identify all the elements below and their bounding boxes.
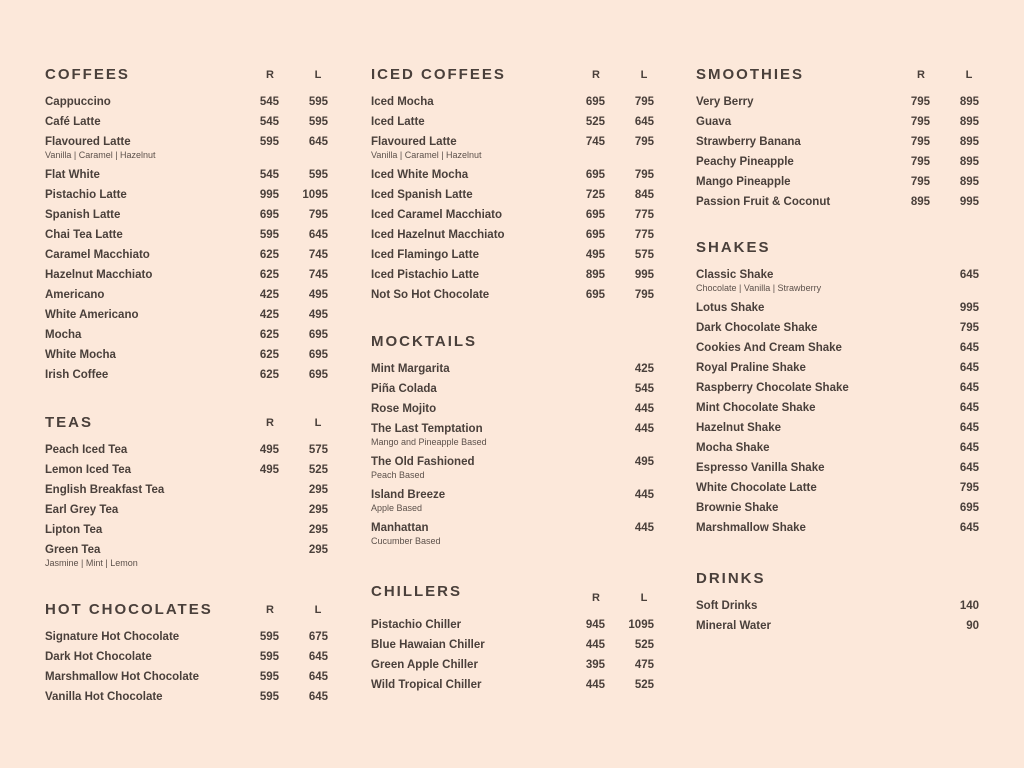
item-name: Lipton Tea bbox=[45, 524, 103, 536]
price-regular: 445 bbox=[585, 679, 605, 691]
menu-section-teas bbox=[45, 414, 329, 576]
price-large: 795 bbox=[634, 96, 654, 108]
section-title: SMOOTHIES bbox=[696, 66, 805, 83]
price-regular: 625 bbox=[259, 329, 279, 341]
price-large: 645 bbox=[308, 229, 328, 241]
price-large: 795 bbox=[634, 289, 654, 301]
section-header bbox=[371, 66, 655, 88]
item-name: Iced White Mocha bbox=[371, 169, 469, 181]
price-regular: 795 bbox=[910, 136, 930, 148]
menu-item bbox=[696, 481, 980, 495]
item-name: Mineral Water bbox=[696, 620, 771, 632]
price-regular: 595 bbox=[259, 651, 279, 663]
price-large: 445 bbox=[634, 423, 654, 435]
price-large: 745 bbox=[308, 249, 328, 261]
price-large: 795 bbox=[308, 209, 328, 221]
price-large: 795 bbox=[959, 482, 979, 494]
menu-item bbox=[45, 248, 329, 262]
regular-size-header: R bbox=[917, 69, 925, 81]
item-list bbox=[696, 599, 980, 633]
item-name: Irish Coffee bbox=[45, 369, 109, 381]
price-regular: 495 bbox=[259, 444, 279, 456]
section-header bbox=[696, 66, 980, 88]
price-regular: 525 bbox=[585, 116, 605, 128]
price-regular: 495 bbox=[585, 249, 605, 261]
menu-item bbox=[45, 268, 329, 282]
item-name: Peachy Pineapple bbox=[696, 156, 794, 168]
menu-item bbox=[371, 248, 655, 262]
menu-item bbox=[371, 521, 655, 547]
item-name: Café Latte bbox=[45, 116, 101, 128]
menu-section-drinks bbox=[696, 570, 980, 639]
menu-item bbox=[696, 268, 980, 294]
item-name: Lemon Iced Tea bbox=[45, 464, 132, 476]
menu-item bbox=[45, 308, 329, 322]
price-regular: 695 bbox=[585, 96, 605, 108]
menu-item bbox=[45, 483, 329, 497]
item-name: Pistachio Chiller bbox=[371, 619, 462, 631]
price-large: 775 bbox=[634, 229, 654, 241]
large-size-header: L bbox=[314, 604, 322, 616]
price-large: 645 bbox=[959, 462, 979, 474]
menu-item bbox=[371, 115, 655, 129]
item-name: Mocha bbox=[45, 329, 82, 341]
section-header bbox=[45, 601, 329, 623]
item-description: Apple Based bbox=[371, 503, 423, 513]
price-large: 845 bbox=[634, 189, 654, 201]
menu-item bbox=[696, 501, 980, 515]
menu-item bbox=[371, 168, 655, 182]
price-regular: 895 bbox=[585, 269, 605, 281]
price-regular: 795 bbox=[910, 116, 930, 128]
price-regular: 945 bbox=[585, 619, 605, 631]
menu-item bbox=[371, 362, 655, 376]
price-large: 895 bbox=[959, 176, 979, 188]
menu-item bbox=[696, 619, 980, 633]
price-large: 90 bbox=[966, 620, 979, 632]
item-name: Espresso Vanilla Shake bbox=[696, 462, 825, 474]
section-header bbox=[696, 239, 980, 261]
menu-item bbox=[371, 402, 655, 416]
menu-item bbox=[371, 188, 655, 202]
item-name: Iced Latte bbox=[371, 116, 425, 128]
item-description: Vanilla | Caramel | Hazelnut bbox=[45, 150, 156, 160]
price-regular: 795 bbox=[910, 156, 930, 168]
price-large: 695 bbox=[308, 349, 328, 361]
item-name: Island Breeze bbox=[371, 489, 446, 501]
menu-item bbox=[371, 228, 655, 242]
menu-item bbox=[696, 321, 980, 335]
item-name: Cappuccino bbox=[45, 96, 111, 108]
large-size-header: L bbox=[314, 417, 322, 429]
price-regular: 545 bbox=[259, 96, 279, 108]
item-name: Blue Hawaian Chiller bbox=[371, 639, 485, 651]
menu-item bbox=[371, 488, 655, 514]
menu-item bbox=[371, 95, 655, 109]
price-large: 695 bbox=[308, 369, 328, 381]
item-list bbox=[696, 268, 980, 535]
menu-item bbox=[45, 523, 329, 537]
menu-item bbox=[696, 381, 980, 395]
price-large: 795 bbox=[959, 322, 979, 334]
item-name: Flat White bbox=[45, 169, 100, 181]
price-large: 795 bbox=[634, 136, 654, 148]
menu-item bbox=[45, 208, 329, 222]
section-title: DRINKS bbox=[696, 570, 766, 587]
menu-item bbox=[371, 288, 655, 302]
price-regular: 595 bbox=[259, 691, 279, 703]
price-large: 295 bbox=[308, 524, 328, 536]
price-large: 495 bbox=[634, 456, 654, 468]
price-regular: 395 bbox=[585, 659, 605, 671]
menu-item bbox=[371, 422, 655, 448]
price-large: 645 bbox=[308, 671, 328, 683]
price-regular: 425 bbox=[259, 289, 279, 301]
item-name: Iced Flamingo Latte bbox=[371, 249, 479, 261]
item-name: Iced Pistachio Latte bbox=[371, 269, 480, 281]
price-regular: 795 bbox=[910, 176, 930, 188]
item-name: Green Apple Chiller bbox=[371, 659, 478, 671]
menu-item bbox=[45, 543, 329, 569]
price-regular: 495 bbox=[259, 464, 279, 476]
item-description: Mango and Pineapple Based bbox=[371, 437, 487, 447]
item-name: Piña Colada bbox=[371, 383, 437, 395]
item-name: Guava bbox=[696, 116, 732, 128]
price-large: 495 bbox=[308, 309, 328, 321]
price-large: 645 bbox=[959, 442, 979, 454]
menu-section-coffees bbox=[45, 66, 329, 388]
menu-item bbox=[45, 168, 329, 182]
menu-item bbox=[45, 630, 329, 644]
item-name: English Breakfast Tea bbox=[45, 484, 165, 496]
menu-item bbox=[371, 382, 655, 396]
item-name: Green Tea bbox=[45, 544, 101, 556]
item-name: Royal Praline Shake bbox=[696, 362, 806, 374]
item-name: Dark Hot Chocolate bbox=[45, 651, 152, 663]
regular-size-header: R bbox=[266, 417, 274, 429]
section-title: CHILLERS bbox=[371, 583, 462, 600]
regular-size-header: R bbox=[592, 592, 600, 604]
item-name: Earl Grey Tea bbox=[45, 504, 119, 516]
item-name: Wild Tropical Chiller bbox=[371, 679, 482, 691]
item-name: Iced Spanish Latte bbox=[371, 189, 473, 201]
price-regular: 795 bbox=[910, 96, 930, 108]
price-large: 645 bbox=[959, 422, 979, 434]
menu-item bbox=[371, 208, 655, 222]
price-large: 645 bbox=[308, 651, 328, 663]
menu-section-mocktails bbox=[371, 333, 655, 554]
price-large: 645 bbox=[308, 136, 328, 148]
item-name: Rose Mojito bbox=[371, 403, 437, 415]
price-regular: 625 bbox=[259, 249, 279, 261]
item-name: Flavoured Latte bbox=[371, 136, 457, 148]
price-large: 495 bbox=[308, 289, 328, 301]
menu-item bbox=[696, 175, 980, 189]
price-regular: 595 bbox=[259, 229, 279, 241]
item-name: Marshmallow Shake bbox=[696, 522, 806, 534]
price-large: 645 bbox=[634, 116, 654, 128]
menu-item bbox=[696, 401, 980, 415]
item-name: The Last Temptation bbox=[371, 423, 483, 435]
item-name: Iced Hazelnut Macchiato bbox=[371, 229, 505, 241]
price-large: 645 bbox=[959, 402, 979, 414]
menu-section-chillers bbox=[371, 583, 655, 698]
menu-item bbox=[45, 443, 329, 457]
item-name: Caramel Macchiato bbox=[45, 249, 150, 261]
menu-item bbox=[696, 95, 980, 109]
regular-size-header: R bbox=[266, 604, 274, 616]
item-name: Signature Hot Chocolate bbox=[45, 631, 180, 643]
item-name: Raspberry Chocolate Shake bbox=[696, 382, 849, 394]
item-name: Mint Chocolate Shake bbox=[696, 402, 816, 414]
price-large: 695 bbox=[308, 329, 328, 341]
price-large: 895 bbox=[959, 116, 979, 128]
menu-item bbox=[45, 650, 329, 664]
price-large: 995 bbox=[959, 302, 979, 314]
price-large: 675 bbox=[308, 631, 328, 643]
price-regular: 595 bbox=[259, 136, 279, 148]
item-name: Mango Pineapple bbox=[696, 176, 791, 188]
large-size-header: L bbox=[314, 69, 322, 81]
menu-item bbox=[371, 455, 655, 481]
item-description: Peach Based bbox=[371, 470, 425, 480]
item-name: Peach Iced Tea bbox=[45, 444, 128, 456]
price-large: 895 bbox=[959, 136, 979, 148]
menu-item bbox=[371, 678, 655, 692]
large-size-header: L bbox=[965, 69, 973, 81]
item-list bbox=[371, 362, 655, 547]
price-large: 895 bbox=[959, 96, 979, 108]
price-regular: 995 bbox=[259, 189, 279, 201]
item-name: Hazelnut Macchiato bbox=[45, 269, 153, 281]
item-name: Not So Hot Chocolate bbox=[371, 289, 490, 301]
menu-item bbox=[45, 463, 329, 477]
item-description: Cucumber Based bbox=[371, 536, 441, 546]
price-large: 295 bbox=[308, 504, 328, 516]
price-large: 595 bbox=[308, 116, 328, 128]
item-name: Lotus Shake bbox=[696, 302, 765, 314]
menu-section-shakes bbox=[696, 239, 980, 541]
regular-size-header: R bbox=[592, 69, 600, 81]
menu-item bbox=[45, 228, 329, 242]
large-size-header: L bbox=[640, 69, 648, 81]
item-name: Chai Tea Latte bbox=[45, 229, 123, 241]
menu-item bbox=[696, 195, 980, 209]
price-large: 475 bbox=[634, 659, 654, 671]
price-large: 775 bbox=[634, 209, 654, 221]
section-title: COFFEES bbox=[45, 66, 130, 83]
menu-item bbox=[45, 690, 329, 704]
item-name: Brownie Shake bbox=[696, 502, 779, 514]
price-large: 140 bbox=[959, 600, 979, 612]
item-name: Americano bbox=[45, 289, 105, 301]
menu-item bbox=[696, 115, 980, 129]
menu-section-hot-chocolates bbox=[45, 601, 329, 710]
item-name: Cookies And Cream Shake bbox=[696, 342, 842, 354]
menu-item bbox=[45, 288, 329, 302]
regular-size-header: R bbox=[266, 69, 274, 81]
item-list bbox=[45, 443, 329, 569]
price-large: 425 bbox=[634, 363, 654, 375]
item-description: Jasmine | Mint | Lemon bbox=[45, 558, 138, 568]
menu-item bbox=[45, 503, 329, 517]
item-name: Marshmallow Hot Chocolate bbox=[45, 671, 199, 683]
price-large: 525 bbox=[634, 639, 654, 651]
section-title: HOT CHOCOLATES bbox=[45, 601, 213, 618]
item-description: Vanilla | Caramel | Hazelnut bbox=[371, 150, 482, 160]
item-list bbox=[371, 618, 655, 692]
price-regular: 695 bbox=[585, 289, 605, 301]
item-name: Manhattan bbox=[371, 522, 429, 534]
price-large: 295 bbox=[308, 484, 328, 496]
section-title: SHAKES bbox=[696, 239, 771, 256]
price-large: 525 bbox=[308, 464, 328, 476]
price-large: 645 bbox=[959, 342, 979, 354]
item-list bbox=[45, 630, 329, 704]
price-regular: 545 bbox=[259, 116, 279, 128]
menu-item bbox=[371, 135, 655, 161]
price-large: 695 bbox=[959, 502, 979, 514]
item-name: Dark Chocolate Shake bbox=[696, 322, 818, 334]
section-title: TEAS bbox=[45, 414, 94, 431]
price-regular: 445 bbox=[585, 639, 605, 651]
section-header bbox=[371, 583, 655, 605]
section-header bbox=[45, 414, 329, 436]
price-large: 995 bbox=[959, 196, 979, 208]
menu-item bbox=[371, 658, 655, 672]
item-list bbox=[696, 95, 980, 209]
price-regular: 725 bbox=[585, 189, 605, 201]
price-regular: 625 bbox=[259, 349, 279, 361]
menu-item bbox=[371, 618, 655, 632]
menu-item bbox=[696, 421, 980, 435]
item-name: White Chocolate Latte bbox=[696, 482, 817, 494]
item-name: Iced Mocha bbox=[371, 96, 434, 108]
price-large: 645 bbox=[959, 269, 979, 281]
price-regular: 595 bbox=[259, 671, 279, 683]
price-large: 995 bbox=[634, 269, 654, 281]
item-list bbox=[371, 95, 655, 302]
price-regular: 695 bbox=[585, 229, 605, 241]
menu-section-smoothies bbox=[696, 66, 980, 215]
menu-item bbox=[45, 115, 329, 129]
price-large: 525 bbox=[634, 679, 654, 691]
menu-item bbox=[696, 599, 980, 613]
menu-item bbox=[45, 188, 329, 202]
item-name: Spanish Latte bbox=[45, 209, 121, 221]
price-large: 1095 bbox=[628, 619, 654, 631]
menu-item bbox=[696, 301, 980, 315]
menu-item bbox=[696, 155, 980, 169]
menu-item bbox=[371, 268, 655, 282]
price-regular: 595 bbox=[259, 631, 279, 643]
price-large: 595 bbox=[308, 96, 328, 108]
item-name: Mocha Shake bbox=[696, 442, 770, 454]
price-regular: 745 bbox=[585, 136, 605, 148]
item-name: Pistachio Latte bbox=[45, 189, 127, 201]
menu-item bbox=[696, 521, 980, 535]
item-list bbox=[45, 95, 329, 382]
item-name: The Old Fashioned bbox=[371, 456, 475, 468]
menu-item bbox=[45, 95, 329, 109]
menu-item bbox=[45, 670, 329, 684]
item-name: Soft Drinks bbox=[696, 600, 758, 612]
price-large: 445 bbox=[634, 522, 654, 534]
menu-item bbox=[696, 441, 980, 455]
menu-item bbox=[45, 368, 329, 382]
item-description: Chocolate | Vanilla | Strawberry bbox=[696, 283, 822, 293]
menu-item bbox=[696, 461, 980, 475]
price-large: 645 bbox=[959, 382, 979, 394]
menu-item bbox=[45, 348, 329, 362]
price-large: 795 bbox=[634, 169, 654, 181]
price-large: 895 bbox=[959, 156, 979, 168]
price-large: 595 bbox=[308, 169, 328, 181]
price-regular: 625 bbox=[259, 369, 279, 381]
item-name: Vanilla Hot Chocolate bbox=[45, 691, 163, 703]
section-title: MOCKTAILS bbox=[371, 333, 478, 350]
menu-item bbox=[696, 341, 980, 355]
menu-section-iced-coffees bbox=[371, 66, 655, 308]
price-large: 295 bbox=[308, 544, 328, 556]
price-large: 745 bbox=[308, 269, 328, 281]
price-large: 445 bbox=[634, 489, 654, 501]
item-name: Passion Fruit & Coconut bbox=[696, 196, 831, 208]
price-large: 445 bbox=[634, 403, 654, 415]
price-large: 545 bbox=[634, 383, 654, 395]
item-name: Classic Shake bbox=[696, 269, 774, 281]
price-regular: 695 bbox=[259, 209, 279, 221]
price-large: 575 bbox=[308, 444, 328, 456]
price-regular: 625 bbox=[259, 269, 279, 281]
item-name: Mint Margarita bbox=[371, 363, 450, 375]
price-large: 645 bbox=[308, 691, 328, 703]
price-regular: 545 bbox=[259, 169, 279, 181]
menu-item bbox=[696, 135, 980, 149]
item-name: Flavoured Latte bbox=[45, 136, 131, 148]
item-name: White Americano bbox=[45, 309, 139, 321]
price-regular: 425 bbox=[259, 309, 279, 321]
section-header bbox=[696, 570, 980, 592]
price-large: 645 bbox=[959, 522, 979, 534]
price-regular: 895 bbox=[910, 196, 930, 208]
price-regular: 695 bbox=[585, 169, 605, 181]
section-header bbox=[45, 66, 329, 88]
price-large: 1095 bbox=[302, 189, 328, 201]
menu-item bbox=[696, 361, 980, 375]
large-size-header: L bbox=[640, 592, 648, 604]
item-name: Very Berry bbox=[696, 96, 754, 108]
price-regular: 695 bbox=[585, 209, 605, 221]
item-name: Strawberry Banana bbox=[696, 136, 801, 148]
price-large: 645 bbox=[959, 362, 979, 374]
section-title: ICED COFFEES bbox=[371, 66, 506, 83]
item-name: Hazelnut Shake bbox=[696, 422, 781, 434]
menu-item bbox=[45, 135, 329, 161]
price-large: 575 bbox=[634, 249, 654, 261]
item-name: White Mocha bbox=[45, 349, 116, 361]
menu-item bbox=[371, 638, 655, 652]
section-header bbox=[371, 333, 655, 355]
menu-item bbox=[45, 328, 329, 342]
item-name: Iced Caramel Macchiato bbox=[371, 209, 503, 221]
